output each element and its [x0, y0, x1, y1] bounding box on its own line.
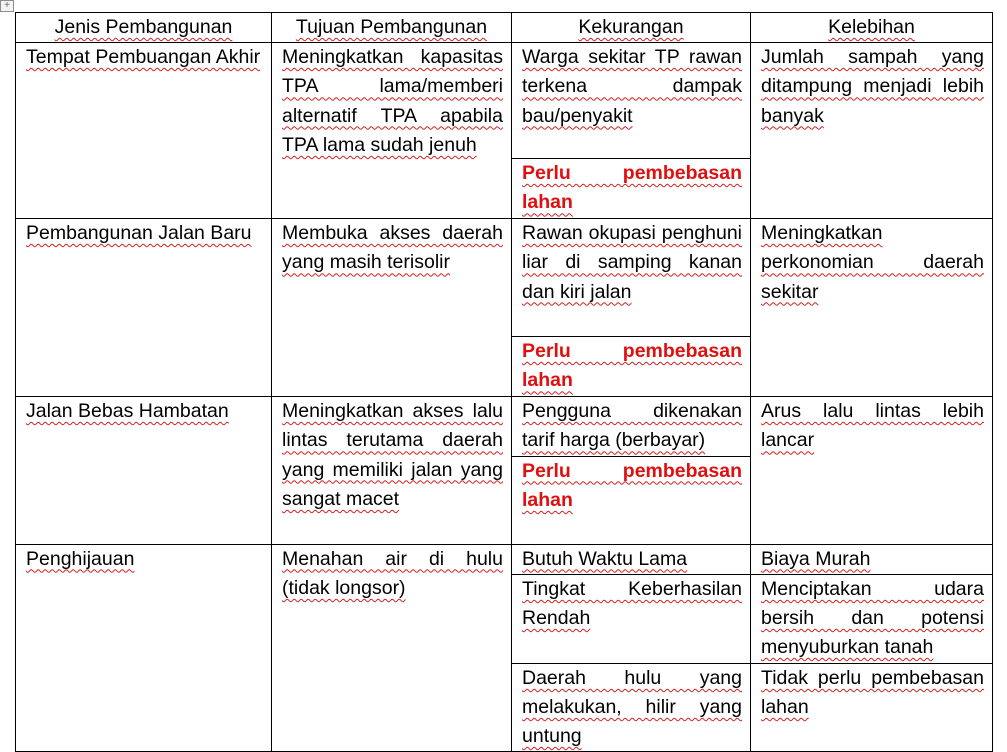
cell-kelebihan: Menciptakan udara bersih dan potensi menyuburkan tanah [751, 574, 993, 663]
table-row [16, 544, 993, 574]
cell-kekurangan-highlight: Perlu pembebasan lahan [512, 456, 751, 544]
cell-jenis: Jalan Bebas Hambatan [16, 397, 272, 544]
table-move-handle-icon[interactable]: + [0, 0, 14, 12]
header-kelebihan: Kelebihan [751, 13, 993, 43]
header-row [16, 13, 993, 43]
comparison-table [15, 12, 993, 752]
cell-kelebihan: Jumlah sampah yang ditampung menjadi lebih banyak [751, 43, 993, 219]
header-tujuan: Tujuan Pembangunan [272, 13, 512, 43]
cell-kekurangan: Warga sekitar TP rawan terkena dampak bau/penyakit [512, 43, 751, 159]
cell-kekurangan: Rawan okupasi penghuni liar di samping kanan dan kiri jalan [512, 219, 751, 337]
header-jenis: Jenis Pembangunan [16, 13, 272, 43]
cell-kelebihan: Arus lalu lintas lebih lancar [751, 397, 993, 544]
cell-kelebihan: Biaya Murah [751, 544, 993, 574]
cell-kekurangan: Daerah hulu yang melakukan, hilir yang untung [512, 663, 751, 752]
cell-jenis: Penghijauan [16, 544, 272, 752]
cell-jenis: Pembangunan Jalan Baru [16, 219, 272, 397]
cell-tujuan: Meningkatkan kapasitas TPA lama/memberi alternatif TPA apabila TPA lama sudah jenuh [272, 43, 512, 219]
cell-tujuan: Membuka akses daerah yang masih terisolir [272, 219, 512, 397]
cell-kekurangan: Tingkat Keberhasilan Rendah [512, 574, 751, 663]
cell-tujuan: Menahan air di hulu (tidak longsor) [272, 544, 512, 752]
cell-jenis: Tempat Pembuangan Akhir [16, 43, 272, 219]
cell-kekurangan: Pengguna dikenakan tarif harga (berbayar) [512, 397, 751, 456]
header-kekurangan: Kekurangan [512, 13, 751, 43]
cell-kekurangan: Butuh Waktu Lama [512, 544, 751, 574]
table-row [16, 43, 993, 159]
cell-kekurangan-highlight: Perlu pembebasan lahan [512, 159, 751, 219]
cell-tujuan: Meningkatkan akses lalu lintas terutama daerah yang memiliki jalan yang sangat macet [272, 397, 512, 544]
cell-kekurangan-highlight: Perlu pembebasan lahan [512, 337, 751, 397]
table-row [16, 219, 993, 337]
cell-kelebihan: Tidak perlu pembebasan lahan [751, 663, 993, 752]
table-row [16, 397, 993, 456]
cell-kelebihan: Meningkatkan perkonomian daerah sekitar [751, 219, 993, 397]
